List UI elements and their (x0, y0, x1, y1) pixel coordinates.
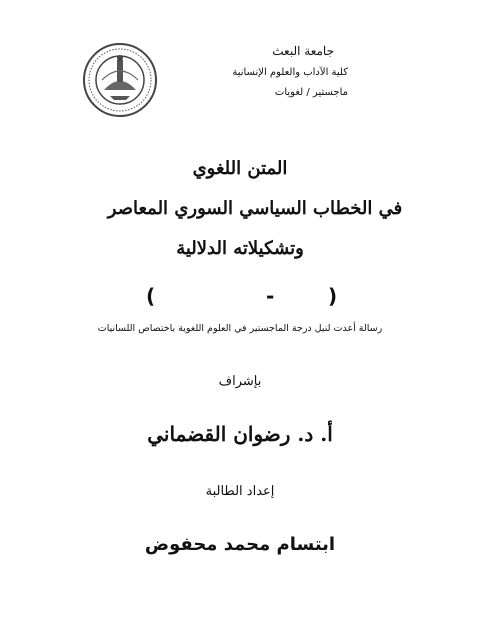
preparation-label: إعداد الطالبة (205, 484, 275, 499)
university-name: جامعة البعث (272, 44, 334, 58)
university-header (128, 44, 348, 98)
thesis-description: رسالة أعدت لنيل درجة الماجستير في العلوم اللغوية باختصاص اللسانيات (97, 323, 383, 334)
dash: - (266, 284, 275, 308)
open-parenthesis: ( (146, 284, 156, 308)
thesis-title-line-2: في الخطاب السياسي السوري المعاصر (107, 198, 403, 219)
supervisor-name: أ. د. رضوان القضماني (147, 422, 333, 446)
student-name: ابتسام محمد محفوض (144, 534, 336, 555)
thesis-title-line-1: المتن اللغوي (192, 158, 288, 179)
supervision-label: بإشراف (218, 374, 262, 389)
thesis-title-line-3: وتشكيلاته الدلالية (176, 238, 304, 259)
close-parenthesis: ) (328, 284, 338, 308)
blank-parenthetical (0, 284, 480, 310)
faculty-name: كلية الآداب والعلوم الإنسانية (232, 67, 348, 78)
department-name: ماجستير / لغويات (274, 87, 348, 98)
